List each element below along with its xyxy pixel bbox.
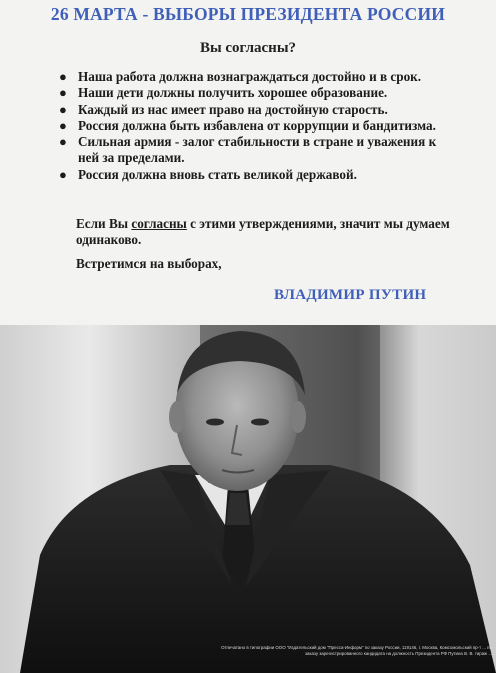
- bullet-icon: ●: [59, 85, 67, 101]
- list-item: [58, 167, 458, 183]
- portrait-photo: [0, 325, 496, 673]
- closing-emphasis: согласны: [131, 216, 187, 231]
- list-item-text: Россия должна вновь стать великой державой.: [78, 166, 357, 182]
- list-item: [58, 85, 458, 101]
- headline: 26 МАРТА - ВЫБОРЫ ПРЕЗИДЕНТА РОССИИ: [50, 4, 446, 24]
- signature: ВЛАДИМИР ПУТИН: [274, 287, 427, 303]
- question-heading: Вы согласны?: [199, 40, 297, 56]
- list-item-text: Наша работа должна вознаграждаться достойно и в срок.: [78, 69, 422, 84]
- bullet-icon: ●: [59, 134, 67, 150]
- closing-text-before: Если Вы: [76, 216, 129, 231]
- list-item-text: Сильная армия - залог стабильности в стране и уважения к ней за пределами.: [78, 134, 437, 166]
- list-item: [58, 134, 458, 167]
- list-item: [58, 69, 458, 85]
- list-item: [58, 118, 458, 134]
- closing-paragraph: [76, 216, 456, 249]
- statement-list: [58, 69, 458, 183]
- list-item: [58, 102, 458, 118]
- list-item-text: Россия должна быть избавлена от коррупции и бандитизма.: [78, 117, 436, 133]
- meet-line: Встретимся на выборах,: [76, 256, 222, 271]
- print-imprint: Отпечатано в типографии ООО "Издательский дом "Пресса-Информ" по заказу России, 119146, г. Москва, Комсомольский пр-т ... по заказу зарегистрированного кандидата на должность Президента РФ Путина В. В. тираж ...: [221, 645, 492, 656]
- bullet-icon: ●: [59, 101, 67, 117]
- list-item-text: Каждый из нас имеет право на достойную старость.: [78, 101, 388, 117]
- bullet-icon: ●: [59, 69, 67, 84]
- bullet-icon: ●: [59, 117, 67, 133]
- list-item-text: Наши дети должны получить хорошее образование.: [78, 85, 388, 101]
- bullet-icon: ●: [59, 166, 67, 182]
- closing-text-after: с этими утверждениями, значит мы думаем одинаково.: [76, 216, 450, 248]
